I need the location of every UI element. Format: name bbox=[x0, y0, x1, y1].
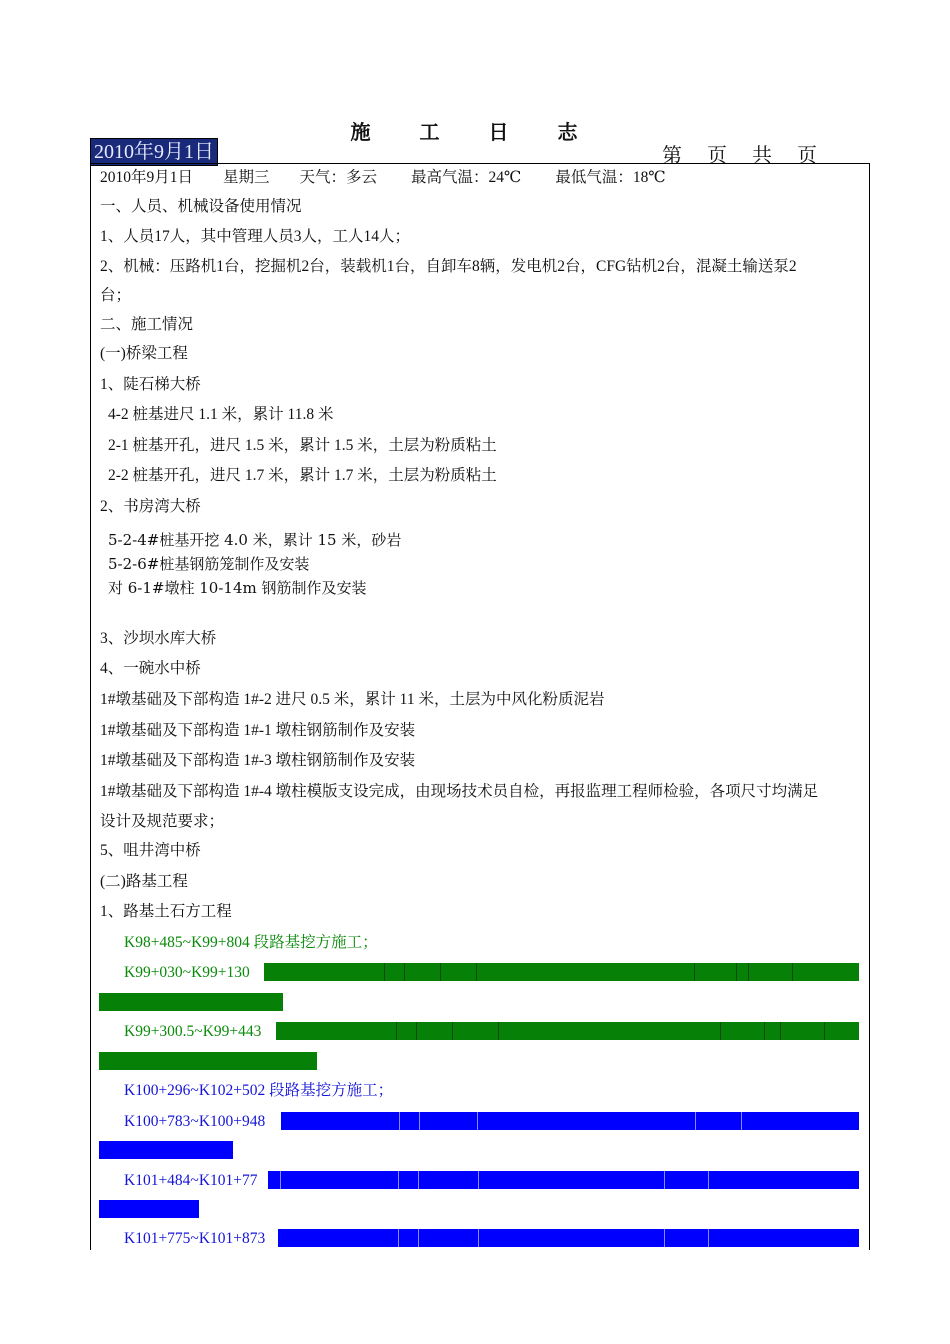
text-line: 台； bbox=[100, 287, 132, 304]
text-line: 2-1 桩基开孔，进尺 1.5 米，累计 1.5 米，土层为粉质粘土 bbox=[108, 437, 497, 454]
summary-date: 2010年9月1日 bbox=[100, 169, 194, 186]
subsection-heading: (一)桥梁工程 bbox=[100, 345, 188, 362]
section-heading: 二、施工情况 bbox=[100, 316, 194, 333]
text-line: 5-2-6#桩基钢筋笼制作及安装 bbox=[108, 555, 310, 573]
text-line: 1、人员17人，其中管理人员3人，工人14人； bbox=[100, 228, 411, 245]
blue-entry: K101+484~K101+77 bbox=[124, 1172, 258, 1189]
text-line: 对 6-1#墩柱 10-14m 钢筋制作及安装 bbox=[108, 579, 367, 597]
text-line: 3、沙坝水库大桥 bbox=[100, 630, 217, 647]
redaction-bar bbox=[281, 1112, 859, 1130]
redaction-bar bbox=[264, 963, 859, 981]
summary-line bbox=[100, 169, 666, 187]
text-line: 1、路基土石方工程 bbox=[100, 903, 232, 920]
green-entry: K99+030~K99+130 bbox=[124, 964, 250, 981]
text-line: 1#墩基础及下部构造 1#-4 墩柱模版支设完成，由现场技术员自检，再报监理工程师检验，各项尺寸均满足 bbox=[100, 783, 819, 800]
text-line: 2、书房湾大桥 bbox=[100, 498, 201, 515]
page-unit: 页 bbox=[707, 145, 730, 167]
text-line: 4、一碗水中桥 bbox=[100, 660, 201, 677]
section-heading: 一、人员、机械设备使用情况 bbox=[100, 198, 302, 215]
blue-entry: K100+296~K102+502 段路基挖方施工； bbox=[124, 1082, 394, 1099]
green-entry: K99+300.5~K99+443 bbox=[124, 1023, 262, 1040]
blue-entry: K101+775~K101+873 bbox=[124, 1230, 266, 1247]
page-label: 第 bbox=[662, 145, 685, 167]
blue-entry: K100+783~K100+948 bbox=[124, 1113, 266, 1130]
redaction-bar bbox=[99, 1141, 233, 1159]
summary-weather: 天气：多云 bbox=[299, 169, 378, 186]
subsection-heading: (二)路基工程 bbox=[100, 873, 188, 890]
text-line: 1、陡石梯大桥 bbox=[100, 376, 201, 393]
green-entry: K98+485~K99+804 段路基挖方施工； bbox=[124, 934, 378, 951]
page-title: 施 工 日 志 bbox=[350, 122, 600, 144]
date-box: 2010年9月1日 bbox=[90, 138, 218, 166]
summary-min-temp: 最低气温：18℃ bbox=[555, 169, 666, 186]
redaction-bar bbox=[278, 1229, 859, 1247]
redaction-bar bbox=[99, 1052, 317, 1070]
text-line: 5-2-4#桩基开挖 4.0 米，累计 15 米，砂岩 bbox=[108, 531, 402, 549]
text-line: 1#墩基础及下部构造 1#-1 墩柱钢筋制作及安装 bbox=[100, 722, 416, 739]
text-line: 1#墩基础及下部构造 1#-3 墩柱钢筋制作及安装 bbox=[100, 752, 416, 769]
summary-max-temp: 最高气温：24℃ bbox=[411, 169, 522, 186]
text-line: 4-2 桩基进尺 1.1 米，累计 11.8 米 bbox=[108, 406, 334, 423]
redaction-bar bbox=[268, 1171, 859, 1189]
redaction-bar bbox=[99, 1200, 199, 1218]
total-label: 共 bbox=[752, 145, 775, 167]
total-unit: 页 bbox=[797, 145, 820, 167]
text-line: 1#墩基础及下部构造 1#-2 进尺 0.5 米，累计 11 米，土层为中风化粉质泥岩 bbox=[100, 691, 605, 708]
text-line: 2-2 桩基开孔，进尺 1.7 米，累计 1.7 米，土层为粉质粘土 bbox=[108, 467, 497, 484]
redaction-bar bbox=[99, 993, 283, 1011]
summary-weekday: 星期三 bbox=[223, 169, 270, 186]
text-line: 2、机械：压路机1台，挖掘机2台，装载机1台，自卸车8辆，发电机2台，CFG钻机2台，混凝土输送泵2 bbox=[100, 258, 797, 275]
text-line: 设计及规范要求； bbox=[100, 813, 225, 830]
redaction-bar bbox=[276, 1022, 859, 1040]
text-line: 5、咀井湾中桥 bbox=[100, 842, 201, 859]
